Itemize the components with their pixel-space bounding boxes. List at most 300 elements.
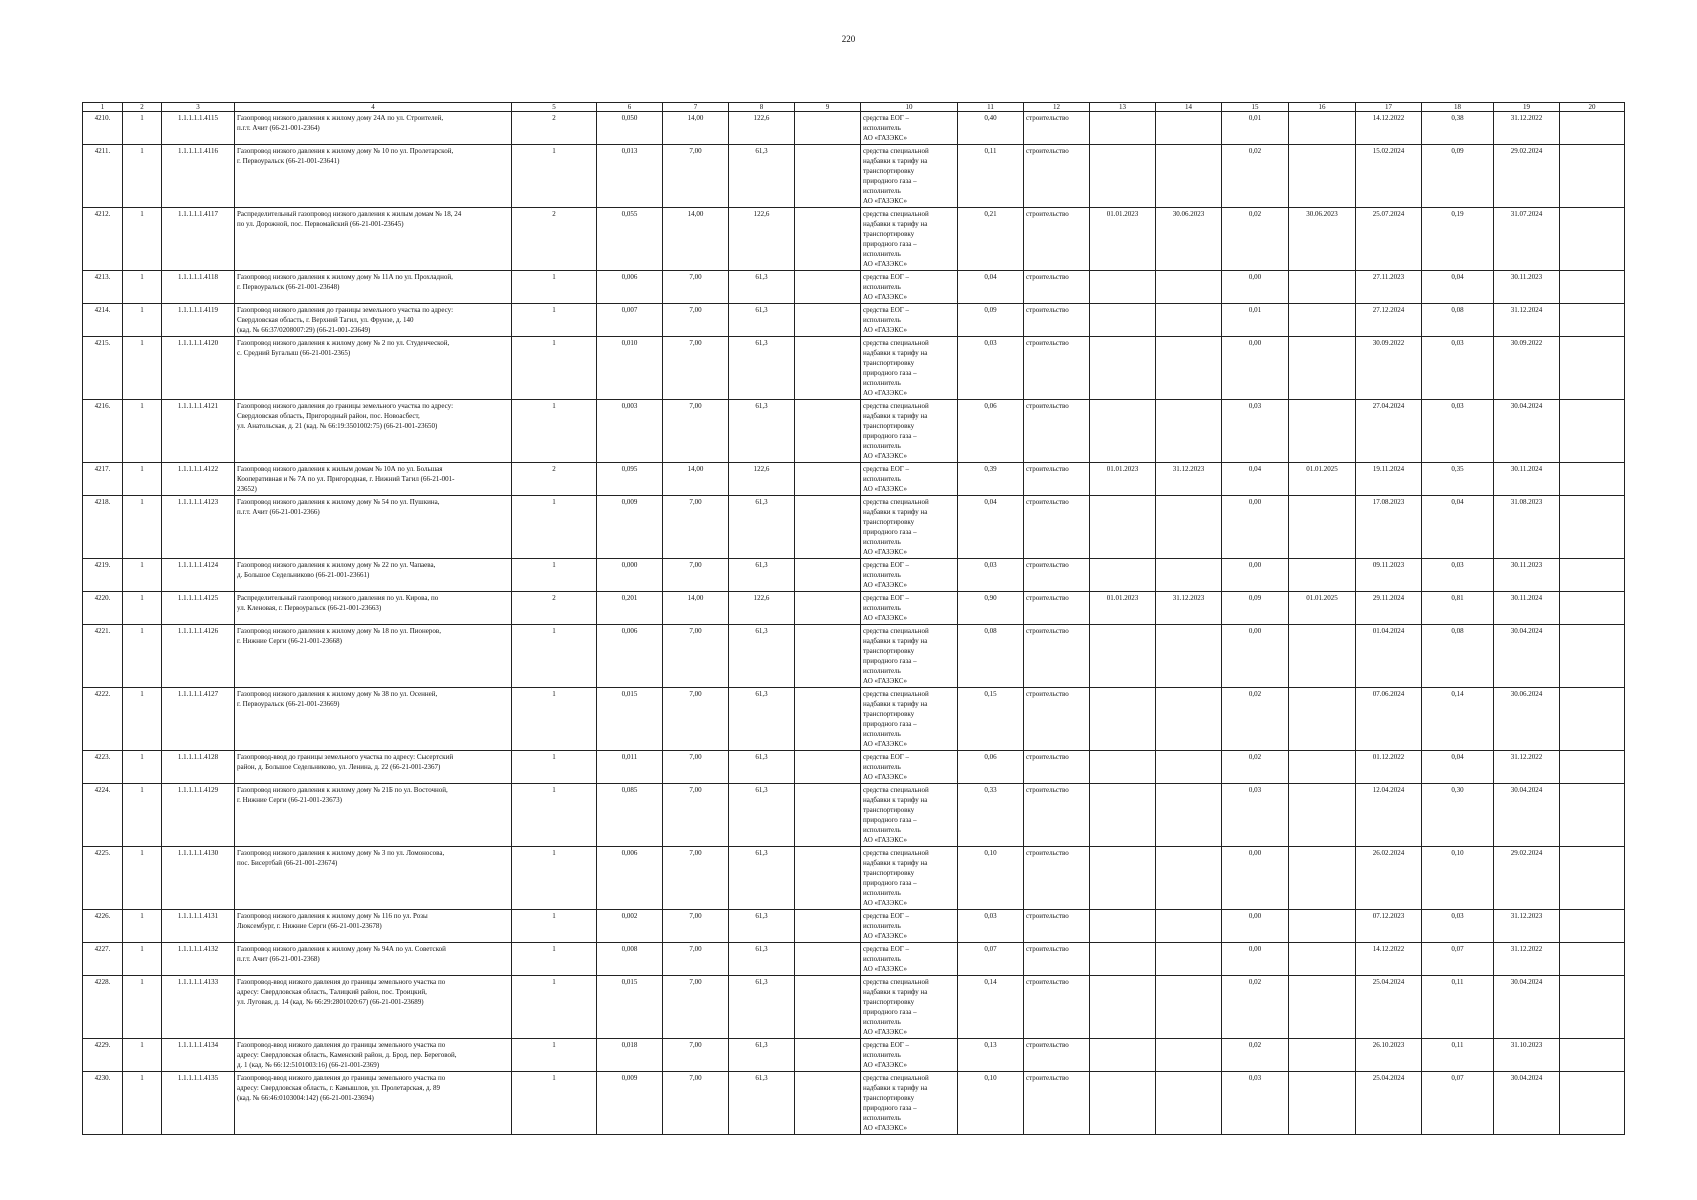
end-date (1156, 559, 1222, 592)
col9-value (795, 304, 861, 337)
start-date (1090, 976, 1156, 1039)
col9-value (795, 271, 861, 304)
col9-value (795, 592, 861, 625)
col5-value: 1 (512, 688, 597, 751)
col18-value: 0,11 (1422, 1039, 1494, 1072)
col20-value (1560, 496, 1625, 559)
work-type: строительство (1024, 145, 1090, 208)
column-header-12: 12 (1024, 103, 1090, 112)
col17-date: 01.12.2022 (1356, 751, 1422, 784)
col20-value (1560, 625, 1625, 688)
col17-date: 14.12.2022 (1356, 112, 1422, 145)
end-date (1156, 271, 1222, 304)
project-code: 1.1.1.1.1.4133 (162, 976, 235, 1039)
row-number: 4222. (83, 688, 123, 751)
col16-date (1289, 1072, 1356, 1135)
col16-date (1289, 751, 1356, 784)
object-name: Газопровод-ввод до границы земельного участка по адресу: Сысертский район, д. Большое Седельниково, ул. Ленина, д. 22 (66-21-001-2367) (235, 751, 512, 784)
work-type: строительство (1024, 847, 1090, 910)
start-date (1090, 910, 1156, 943)
project-code: 1.1.1.1.1.4116 (162, 145, 235, 208)
object-name: Газопровод низкого давления к жилому дому № 18 по ул. Пионеров, г. Нижние Серги (66-21-001-23668) (235, 625, 512, 688)
end-date (1156, 910, 1222, 943)
col15-value: 0,00 (1222, 910, 1289, 943)
col16-date (1289, 976, 1356, 1039)
col20-value (1560, 271, 1625, 304)
end-date (1156, 1039, 1222, 1072)
start-date (1090, 112, 1156, 145)
row-number: 4221. (83, 625, 123, 688)
col11-value: 0,21 (958, 208, 1024, 271)
col19-date: 31.07.2024 (1494, 208, 1560, 271)
length-value: 0,008 (597, 943, 663, 976)
col5-value: 1 (512, 496, 597, 559)
start-date (1090, 337, 1156, 400)
length-value: 0,010 (597, 337, 663, 400)
col19-date: 30.11.2023 (1494, 271, 1560, 304)
col5-value: 1 (512, 145, 597, 208)
col11-value: 0,14 (958, 976, 1024, 1039)
col11-value: 0,03 (958, 910, 1024, 943)
col8-value: 61,3 (729, 847, 795, 910)
row-number: 4229. (83, 1039, 123, 1072)
length-value: 0,055 (597, 208, 663, 271)
col7-value: 7,00 (663, 910, 729, 943)
col5-value: 1 (512, 784, 597, 847)
project-code: 1.1.1.1.1.4127 (162, 688, 235, 751)
table-row (83, 304, 1625, 337)
column-header-2: 2 (123, 103, 162, 112)
col8-value: 61,3 (729, 976, 795, 1039)
col8-value: 61,3 (729, 1072, 795, 1135)
project-code: 1.1.1.1.1.4135 (162, 1072, 235, 1135)
col5-value: 1 (512, 304, 597, 337)
col9-value (795, 976, 861, 1039)
row-number: 4225. (83, 847, 123, 910)
col20-value (1560, 337, 1625, 400)
column-header-9: 9 (795, 103, 861, 112)
end-date (1156, 847, 1222, 910)
row-number: 4224. (83, 784, 123, 847)
length-value: 0,006 (597, 847, 663, 910)
length-value: 0,085 (597, 784, 663, 847)
col7-value: 7,00 (663, 400, 729, 463)
table-row (83, 145, 1625, 208)
table-row (83, 910, 1625, 943)
col11-value: 0,40 (958, 112, 1024, 145)
col7-value: 7,00 (663, 784, 729, 847)
col18-value: 0,03 (1422, 910, 1494, 943)
row-number: 4218. (83, 496, 123, 559)
work-type: строительство (1024, 400, 1090, 463)
col7-value: 7,00 (663, 688, 729, 751)
funding-source: средства специальной надбавки к тарифу на транспортировку природного газа – исполнитель АО «ГАЗЭКС» (861, 625, 958, 688)
object-name: Газопровод низкого давления к жилому дому № 3 по ул. Ломоносова, пос. Бисертбай (66-21-001-23674) (235, 847, 512, 910)
col19-date: 31.12.2022 (1494, 751, 1560, 784)
object-name: Газопровод-ввод низкого давления до границы земельного участка по адресу: Свердловская область, г. Камышлов, ул. Пролетарская, д. 89 (кад. № 66:46:0103004:142) (66-21-001-23694) (235, 1072, 512, 1135)
col11-value: 0,33 (958, 784, 1024, 847)
col2-value: 1 (123, 1039, 162, 1072)
col19-date: 29.02.2024 (1494, 145, 1560, 208)
col5-value: 1 (512, 976, 597, 1039)
work-type: строительство (1024, 463, 1090, 496)
col20-value (1560, 400, 1625, 463)
length-value: 0,095 (597, 463, 663, 496)
start-date (1090, 304, 1156, 337)
column-header-20: 20 (1560, 103, 1625, 112)
funding-source: средства ЕОГ – исполнитель АО «ГАЗЭКС» (861, 943, 958, 976)
col18-value: 0,03 (1422, 400, 1494, 463)
col19-date: 31.12.2022 (1494, 112, 1560, 145)
col16-date (1289, 337, 1356, 400)
col9-value (795, 625, 861, 688)
work-type: строительство (1024, 784, 1090, 847)
col19-date: 31.12.2022 (1494, 943, 1560, 976)
work-type: строительство (1024, 208, 1090, 271)
col20-value (1560, 910, 1625, 943)
col18-value: 0,38 (1422, 112, 1494, 145)
project-code: 1.1.1.1.1.4126 (162, 625, 235, 688)
col20-value (1560, 463, 1625, 496)
row-number: 4214. (83, 304, 123, 337)
end-date (1156, 337, 1222, 400)
col8-value: 122,6 (729, 112, 795, 145)
col9-value (795, 145, 861, 208)
col5-value: 2 (512, 592, 597, 625)
length-value: 0,009 (597, 1072, 663, 1135)
col17-date: 07.06.2024 (1356, 688, 1422, 751)
col9-value (795, 559, 861, 592)
col8-value: 61,3 (729, 688, 795, 751)
length-value: 0,007 (597, 304, 663, 337)
column-header-17: 17 (1356, 103, 1422, 112)
table-row (83, 751, 1625, 784)
col7-value: 7,00 (663, 1072, 729, 1135)
col8-value: 122,6 (729, 592, 795, 625)
col16-date (1289, 559, 1356, 592)
col16-date (1289, 943, 1356, 976)
object-name: Газопровод низкого давления к жилому дому № 11А по ул. Прохладной, г. Первоуральск (66-21-001-23648) (235, 271, 512, 304)
work-type: строительство (1024, 304, 1090, 337)
col7-value: 7,00 (663, 976, 729, 1039)
col15-value: 0,02 (1222, 976, 1289, 1039)
col8-value: 61,3 (729, 559, 795, 592)
end-date (1156, 400, 1222, 463)
col15-value: 0,02 (1222, 1039, 1289, 1072)
col9-value (795, 688, 861, 751)
funding-source: средства специальной надбавки к тарифу на транспортировку природного газа – исполнитель АО «ГАЗЭКС» (861, 784, 958, 847)
col2-value: 1 (123, 463, 162, 496)
row-number: 4228. (83, 976, 123, 1039)
end-date (1156, 112, 1222, 145)
col8-value: 61,3 (729, 400, 795, 463)
page-number: 220 (841, 34, 856, 44)
col11-value: 0,11 (958, 145, 1024, 208)
length-value: 0,015 (597, 976, 663, 1039)
object-name: Газопровод низкого давления к жилому дому № 54 по ул. Пушкина, п.г.т. Ачит (66-21-001-2366) (235, 496, 512, 559)
col20-value (1560, 304, 1625, 337)
work-type: строительство (1024, 1072, 1090, 1135)
col18-value: 0,08 (1422, 625, 1494, 688)
col19-date: 30.04.2024 (1494, 625, 1560, 688)
table-row (83, 337, 1625, 400)
col8-value: 61,3 (729, 1039, 795, 1072)
object-name: Газопровод низкого давления к жилому дому № 22 по ул. Чапаева, д. Большое Седельниково (66-21-001-23661) (235, 559, 512, 592)
row-number: 4216. (83, 400, 123, 463)
length-value: 0,003 (597, 400, 663, 463)
start-date: 01.01.2023 (1090, 208, 1156, 271)
col15-value: 0,02 (1222, 751, 1289, 784)
col16-date (1289, 847, 1356, 910)
work-type: строительство (1024, 1039, 1090, 1072)
row-number: 4211. (83, 145, 123, 208)
table-row (83, 688, 1625, 751)
col2-value: 1 (123, 751, 162, 784)
col16-date: 01.01.2025 (1289, 592, 1356, 625)
object-name: Распределительный газопровод низкого давления по ул. Кирова, по ул. Кленовая, г. Первоуральск (66-21-001-23663) (235, 592, 512, 625)
start-date (1090, 625, 1156, 688)
col8-value: 61,3 (729, 751, 795, 784)
funding-source: средства специальной надбавки к тарифу на транспортировку природного газа – исполнитель АО «ГАЗЭКС» (861, 847, 958, 910)
end-date (1156, 145, 1222, 208)
work-type: строительство (1024, 337, 1090, 400)
project-code: 1.1.1.1.1.4130 (162, 847, 235, 910)
col5-value: 2 (512, 208, 597, 271)
row-number: 4210. (83, 112, 123, 145)
work-type: строительство (1024, 910, 1090, 943)
end-date: 31.12.2023 (1156, 463, 1222, 496)
col16-date (1289, 688, 1356, 751)
end-date (1156, 1072, 1222, 1135)
funding-source: средства ЕОГ – исполнитель АО «ГАЗЭКС» (861, 1039, 958, 1072)
table-row (83, 463, 1625, 496)
length-value: 0,013 (597, 145, 663, 208)
col18-value: 0,04 (1422, 751, 1494, 784)
col15-value: 0,03 (1222, 784, 1289, 847)
row-number: 4220. (83, 592, 123, 625)
table-row (83, 112, 1625, 145)
col9-value (795, 847, 861, 910)
col2-value: 1 (123, 337, 162, 400)
col19-date: 31.12.2023 (1494, 910, 1560, 943)
table-row (83, 1039, 1625, 1072)
length-value: 0,006 (597, 271, 663, 304)
table-row (83, 847, 1625, 910)
col7-value: 7,00 (663, 304, 729, 337)
col17-date: 15.02.2024 (1356, 145, 1422, 208)
col20-value (1560, 784, 1625, 847)
col15-value: 0,02 (1222, 145, 1289, 208)
row-number: 4219. (83, 559, 123, 592)
col20-value (1560, 976, 1625, 1039)
col19-date: 30.04.2024 (1494, 1072, 1560, 1135)
col11-value: 0,08 (958, 625, 1024, 688)
col18-value: 0,30 (1422, 784, 1494, 847)
work-type: строительство (1024, 271, 1090, 304)
col8-value: 122,6 (729, 208, 795, 271)
col16-date (1289, 304, 1356, 337)
start-date (1090, 847, 1156, 910)
start-date (1090, 688, 1156, 751)
funding-source: средства ЕОГ – исполнитель АО «ГАЗЭКС» (861, 592, 958, 625)
col17-date: 27.11.2023 (1356, 271, 1422, 304)
col8-value: 61,3 (729, 271, 795, 304)
col19-date: 30.09.2022 (1494, 337, 1560, 400)
length-value: 0,201 (597, 592, 663, 625)
col9-value (795, 943, 861, 976)
funding-source: средства специальной надбавки к тарифу на транспортировку природного газа – исполнитель АО «ГАЗЭКС» (861, 688, 958, 751)
col2-value: 1 (123, 208, 162, 271)
col7-value: 7,00 (663, 496, 729, 559)
project-code: 1.1.1.1.1.4120 (162, 337, 235, 400)
col2-value: 1 (123, 592, 162, 625)
column-header-13: 13 (1090, 103, 1156, 112)
end-date (1156, 688, 1222, 751)
col11-value: 0,03 (958, 337, 1024, 400)
col15-value: 0,00 (1222, 847, 1289, 910)
column-header-14: 14 (1156, 103, 1222, 112)
col5-value: 1 (512, 559, 597, 592)
col15-value: 0,01 (1222, 112, 1289, 145)
col16-date (1289, 496, 1356, 559)
column-header-16: 16 (1289, 103, 1356, 112)
col11-value: 0,13 (958, 1039, 1024, 1072)
works-table (82, 102, 1625, 1135)
table-row (83, 400, 1625, 463)
col15-value: 0,00 (1222, 559, 1289, 592)
col8-value: 122,6 (729, 463, 795, 496)
length-value: 0,006 (597, 625, 663, 688)
col15-value: 0,03 (1222, 1072, 1289, 1135)
col7-value: 14,00 (663, 592, 729, 625)
col17-date: 07.12.2023 (1356, 910, 1422, 943)
col16-date (1289, 1039, 1356, 1072)
object-name: Газопровод низкого давления к жилому дому № 38 по ул. Осенней, г. Первоуральск (66-21-001-23669) (235, 688, 512, 751)
col16-date (1289, 112, 1356, 145)
work-type: строительство (1024, 496, 1090, 559)
col20-value (1560, 943, 1625, 976)
end-date (1156, 784, 1222, 847)
start-date (1090, 496, 1156, 559)
start-date (1090, 784, 1156, 847)
col7-value: 7,00 (663, 625, 729, 688)
col2-value: 1 (123, 784, 162, 847)
col19-date: 29.02.2024 (1494, 847, 1560, 910)
col20-value (1560, 751, 1625, 784)
project-code: 1.1.1.1.1.4115 (162, 112, 235, 145)
col19-date: 30.11.2024 (1494, 592, 1560, 625)
col11-value: 0,07 (958, 943, 1024, 976)
col9-value (795, 496, 861, 559)
col7-value: 14,00 (663, 208, 729, 271)
col2-value: 1 (123, 496, 162, 559)
col8-value: 61,3 (729, 943, 795, 976)
project-code: 1.1.1.1.1.4117 (162, 208, 235, 271)
length-value: 0,015 (597, 688, 663, 751)
object-name: Газопровод низкого давления к жилому дому № 116 по ул. Розы Люксембург, г. Нижние Серги (66-21-001-23678) (235, 910, 512, 943)
col11-value: 0,03 (958, 559, 1024, 592)
col9-value (795, 784, 861, 847)
project-code: 1.1.1.1.1.4121 (162, 400, 235, 463)
col18-value: 0,81 (1422, 592, 1494, 625)
col8-value: 61,3 (729, 625, 795, 688)
end-date: 30.06.2023 (1156, 208, 1222, 271)
col17-date: 01.04.2024 (1356, 625, 1422, 688)
col11-value: 0,90 (958, 592, 1024, 625)
object-name: Газопровод низкого давления к жилому дому № 2 по ул. Студенческой, с. Средний Бугалыш (66-21-001-2365) (235, 337, 512, 400)
col9-value (795, 1039, 861, 1072)
start-date (1090, 400, 1156, 463)
col19-date: 30.04.2024 (1494, 784, 1560, 847)
col5-value: 2 (512, 463, 597, 496)
row-number: 4223. (83, 751, 123, 784)
col16-date (1289, 271, 1356, 304)
col15-value: 0,03 (1222, 400, 1289, 463)
table-row (83, 976, 1625, 1039)
col19-date: 31.10.2023 (1494, 1039, 1560, 1072)
object-name: Газопровод-ввод низкого давления до границы земельного участка по адресу: Свердловская область, Талицкий район, пос. Троицкий, ул. Луговая, д. 14 (кад. № 66:29:2801020:67) (66-21-001-23689) (235, 976, 512, 1039)
col2-value: 1 (123, 145, 162, 208)
col15-value: 0,00 (1222, 496, 1289, 559)
col9-value (795, 208, 861, 271)
end-date (1156, 625, 1222, 688)
start-date (1090, 1072, 1156, 1135)
project-code: 1.1.1.1.1.4131 (162, 910, 235, 943)
col2-value: 1 (123, 559, 162, 592)
col11-value: 0,04 (958, 496, 1024, 559)
table-row (83, 208, 1625, 271)
col8-value: 61,3 (729, 910, 795, 943)
start-date (1090, 145, 1156, 208)
table-row (83, 559, 1625, 592)
col15-value: 0,04 (1222, 463, 1289, 496)
col5-value: 1 (512, 751, 597, 784)
column-header-18: 18 (1422, 103, 1494, 112)
funding-source: средства ЕОГ – исполнитель АО «ГАЗЭКС» (861, 112, 958, 145)
project-code: 1.1.1.1.1.4119 (162, 304, 235, 337)
end-date (1156, 751, 1222, 784)
object-name: Газопровод низкого давления к жилому дому № 21Б по ул. Восточной, г. Нижние Серги (66-21-001-23673) (235, 784, 512, 847)
column-header-10: 10 (861, 103, 958, 112)
col16-date: 01.01.2025 (1289, 463, 1356, 496)
col9-value (795, 1072, 861, 1135)
col2-value: 1 (123, 625, 162, 688)
col20-value (1560, 208, 1625, 271)
col5-value: 1 (512, 1039, 597, 1072)
table-row (83, 592, 1625, 625)
col17-date: 17.08.2023 (1356, 496, 1422, 559)
work-type: строительство (1024, 112, 1090, 145)
work-type: строительство (1024, 688, 1090, 751)
col5-value: 1 (512, 625, 597, 688)
col8-value: 61,3 (729, 304, 795, 337)
funding-source: средства специальной надбавки к тарифу на транспортировку природного газа – исполнитель АО «ГАЗЭКС» (861, 1072, 958, 1135)
col19-date: 30.11.2024 (1494, 463, 1560, 496)
col17-date: 30.09.2022 (1356, 337, 1422, 400)
col11-value: 0,10 (958, 1072, 1024, 1135)
row-number: 4217. (83, 463, 123, 496)
col16-date (1289, 910, 1356, 943)
col5-value: 1 (512, 943, 597, 976)
column-header-7: 7 (663, 103, 729, 112)
end-date (1156, 304, 1222, 337)
column-header-1: 1 (83, 103, 123, 112)
project-code: 1.1.1.1.1.4132 (162, 943, 235, 976)
work-type: строительство (1024, 943, 1090, 976)
col18-value: 0,10 (1422, 847, 1494, 910)
col20-value (1560, 688, 1625, 751)
work-type: строительство (1024, 592, 1090, 625)
